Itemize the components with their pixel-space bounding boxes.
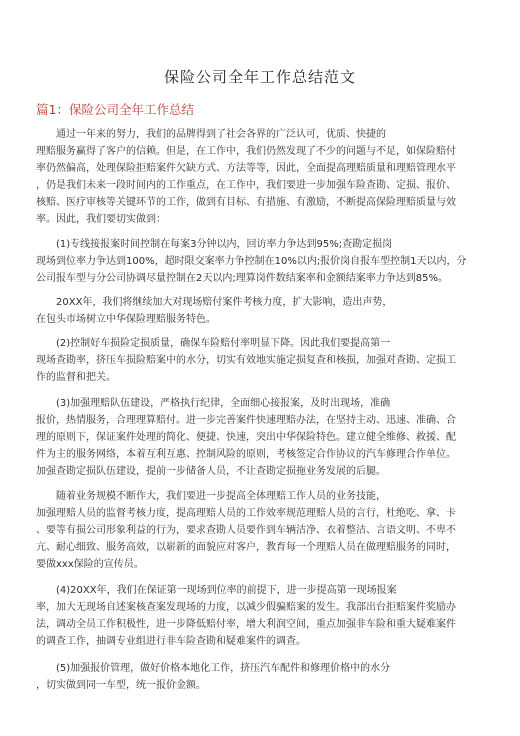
- text-line: 率仍然偏高，处理保险拒赔案件欠缺方式、方法等等，因此，全面提高理赔质量和理赔管理水平: [36, 163, 456, 174]
- paragraph-intro: [36, 126, 486, 228]
- text-line: 的调查工作，抽调专业组进行非车险查勘和疑难案件的调查。: [36, 636, 306, 647]
- paragraph-item-2: [36, 335, 486, 386]
- paragraph-item-4: [36, 582, 486, 650]
- text-line: 率。因此，我们要切实做到：: [36, 214, 166, 225]
- paragraph-item-1: [36, 236, 486, 287]
- paragraph-item-3: [36, 395, 486, 480]
- text-line: 加强理赔人员的监督考核力度，提高理赔人员的工作效率规范理赔人员的言行，杜绝吃、拿、卡: [36, 508, 456, 519]
- text-line: ，仍是我们未来一段时间内的工作重点，在工作中，我们要进一步加强车险查勘、定损、报价、: [36, 180, 456, 191]
- text-line: (5)加强报价管理，做好价格本地化工作，挤压汽车配件和修理价格中的水分: [36, 663, 391, 674]
- text-line: 法，调动全员工作积极性，进一步降低赔付率，增大利润空间，重点加强非车险和重大疑难案件: [36, 619, 456, 630]
- text-line: (1)专线接报案时间控制在每案3分钟以内，回访率力争达到95%;查勘定损岗: [36, 239, 393, 250]
- text-line: (3)加强理赔队伍建设，严格执行纪律，全面细心接报案，及时出现场，准确: [36, 398, 391, 409]
- paragraph-20xx-plan: [36, 294, 486, 328]
- text-line: 率，加大无现场自述案核查案发现场的力度，以减少假骗赔案的发生。我部出台拒赔案件奖励办: [36, 602, 456, 613]
- text-line: 公司报车型与分公司协调尽量控制在2天以内;理算岗件数结案率和金额结案率力争达到85%。: [36, 273, 448, 284]
- text-line: 报价，热情服务，合理理算赔付。进一步完善案件快速理赔办法，在坚持主动、迅速、准确、合: [36, 415, 456, 426]
- text-line: 核赔、医疗审核等关键环节的工作，做到有目标、有措施、有激励，不断提高保险理赔质量与效: [36, 197, 456, 208]
- text-line: 20XX年，我们将继续加大对现场赔付案件考核力度，扩大影响，造出声势，: [36, 297, 393, 308]
- text-line: ，切实做到同一车型，统一报价金额。: [36, 680, 206, 691]
- section-heading: 篇1：保险公司全年工作总结: [36, 102, 194, 117]
- document-title: 保险公司全年工作总结范文: [163, 68, 356, 86]
- text-line: 现场到位率力争达到100%，超时限交案率力争控制在10%以内;报价岗自报车型控制1天以内，分: [36, 256, 467, 267]
- text-line: 作的监督和把关。: [36, 372, 116, 383]
- text-line: 、要等有损公司形象利益的行为，要求查勘人员要作到车辆洁净、衣着整洁、言语文明、不卑不: [36, 525, 456, 536]
- paragraph-staff-training: [36, 488, 486, 573]
- text-line: 件为主的服务网络，本着互利互惠、控制风险的原则，考核签定合作协议的汽车修理合作单位。: [36, 449, 456, 460]
- text-line: 在包头市场树立中华保险理赔服务特色。: [36, 314, 216, 325]
- paragraph-item-5: [36, 660, 486, 694]
- text-line: 加强查勘定损队伍建设，提前一步储备人员，不让查勘定损拖业务发展的后腿。: [36, 466, 386, 477]
- text-line: 要做xxx保险的宣传员。: [36, 559, 144, 570]
- text-line: 通过一年来的努力，我们的品牌得到了社会各界的广泛认可，优质、快捷的: [36, 129, 386, 140]
- text-line: 亢、耐心细致、服务高效，以崭新的面貌应对客户，教育每一个理赔人员在做理赔服务的同时，: [36, 542, 456, 553]
- text-line: 现场查勘率，挤压车损险赔案中的水分，切实有效地实施定损复查和核损，加强对查勘、定损工: [36, 355, 456, 366]
- text-line: 随着业务规模不断作大，我们要进一步提高全体理赔工作人员的业务技能，: [36, 491, 386, 502]
- text-line: 理的原则下，保证案件处理的简化、便捷、快速，突出中华保险特色。建立健全维修、救援、配: [36, 432, 456, 443]
- text-line: 理赔服务赢得了客户的信赖。但是，在工作中，我们仍然发现了不少的问题与不足，如保险赔付: [36, 146, 456, 157]
- text-line: (2)控制好车损险定损质量，确保车险赔付率明显下降。因此我们要提高第一: [36, 338, 391, 349]
- text-line: (4)20XX年，我们在保证第一现场到位率的前提下，进一步提高第一现场报案: [36, 585, 397, 596]
